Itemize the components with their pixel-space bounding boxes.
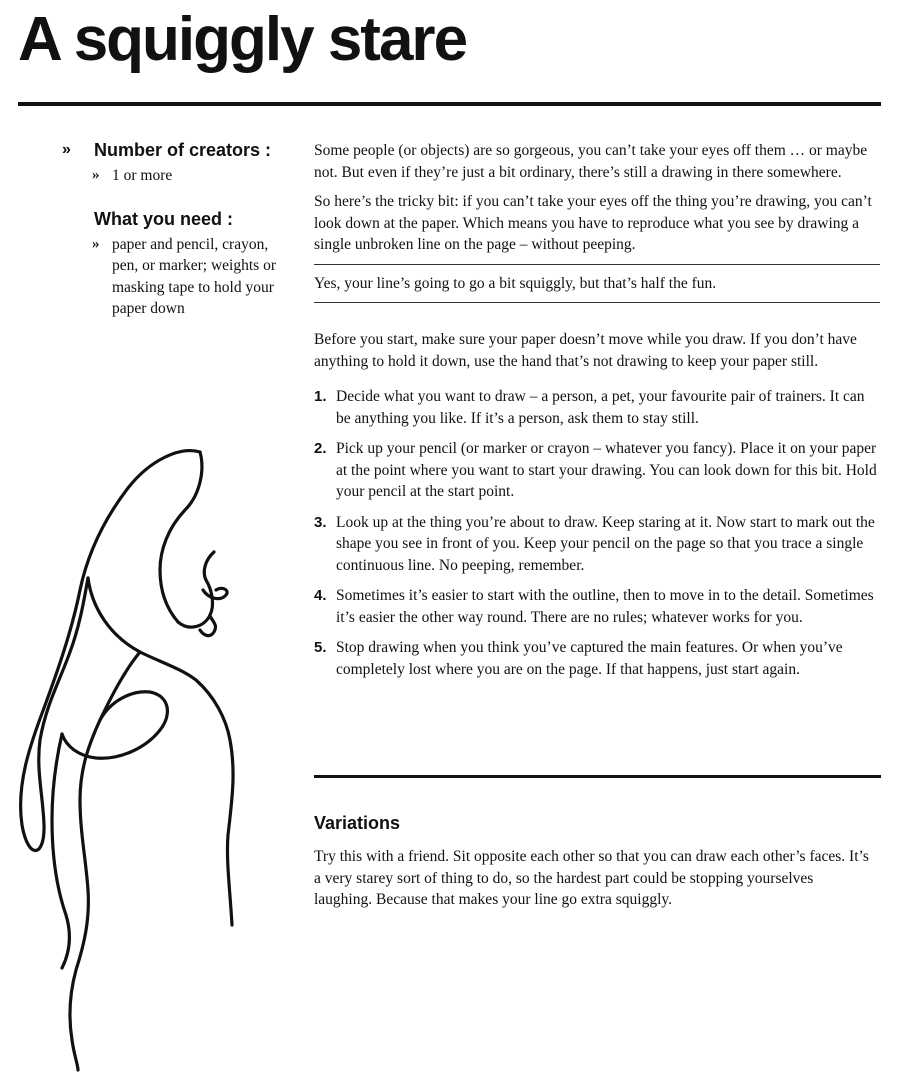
sidebar	[62, 138, 292, 320]
step-text: Decide what you want to draw – a person, a pet, your favourite pair of trainers. It can be anything you like. If it’s a person, ask them to stay still.	[336, 388, 865, 427]
before-paragraph: Before you start, make sure your paper doesn’t move while you draw. If you don’t have anything to hold it down, use the hand that’s not drawing to keep your paper still.	[314, 331, 857, 370]
main-content	[314, 140, 880, 689]
variations-text: Try this with a friend. Sit opposite each other so that you can draw each other’s faces. It’s a very starey sort of thing to do, so the hardest part could be stopping yourselves laughing. Because that makes your line go extra squiggly.	[314, 848, 869, 908]
step-number: 1.	[314, 388, 327, 405]
step-text: Sometimes it’s easier to start with the outline, then to move in to the detail. Sometimes it’s easier the other way round. There are no rules; whatever works for you.	[336, 587, 874, 626]
step-text: Stop drawing when you think you’ve captured the main features. Or when you’ve completely lost where you are on the page. If that happens, just start again.	[336, 639, 843, 678]
callout-text: Yes, your line’s going to go a bit squiggly, but that’s half the fun.	[314, 274, 717, 292]
step-item	[314, 438, 880, 503]
step-number: 2.	[314, 440, 327, 457]
title-divider	[18, 102, 881, 106]
needs-heading	[62, 207, 292, 231]
needs-value	[62, 234, 292, 320]
step-number: 4.	[314, 587, 327, 604]
step-text: Look up at the thing you’re about to draw. Keep staring at it. Now start to mark out the shape you see in front of you. Keep your pencil on the page so that you trace a single continuous line. No peeping, remember.	[336, 513, 875, 574]
creators-value-text: 1 or more	[112, 167, 173, 184]
section-divider	[314, 775, 881, 778]
page-title: A squiggly stare	[18, 5, 467, 74]
marker-icon: »	[92, 167, 100, 183]
single-line-figure-drawing-icon	[0, 440, 300, 1075]
intro-paragraph-1: Some people (or objects) are so gorgeous, you can’t take your eyes off them … or maybe not. But even if they’re just a bit ordinary, there’s still a drawing in there somewhere.	[314, 142, 868, 181]
step-item	[314, 512, 880, 577]
marker-icon: »	[92, 235, 100, 252]
variations-heading: Variations	[314, 813, 401, 833]
callout-box	[314, 264, 880, 304]
needs-heading-label: What you need :	[94, 208, 233, 229]
creators-heading	[62, 138, 292, 162]
step-number: 5.	[314, 639, 327, 656]
step-item	[314, 637, 880, 680]
step-item	[314, 386, 880, 429]
step-text: Pick up your pencil (or marker or crayon – whatever you fancy). Place it on your paper at the point where you want to start your drawing. You can look down for this bit. Hold your pencil at the start point.	[336, 440, 877, 500]
step-number: 3.	[314, 513, 327, 531]
creators-value	[62, 165, 292, 187]
intro-paragraph-2: So here’s the tricky bit: if you can’t take your eyes off the thing you’re drawing, you can’t look down at the paper. Which means you have to reproduce what you see by drawing a single unbroken line on the page – without peeping.	[314, 193, 872, 253]
marker-icon: »	[62, 141, 71, 158]
steps-list	[314, 386, 880, 680]
creators-heading-label: Number of creators :	[94, 140, 272, 160]
step-item	[314, 585, 880, 628]
needs-value-text: paper and pencil, crayon, pen, or marker; weights or masking tape to hold your paper down	[112, 235, 276, 317]
